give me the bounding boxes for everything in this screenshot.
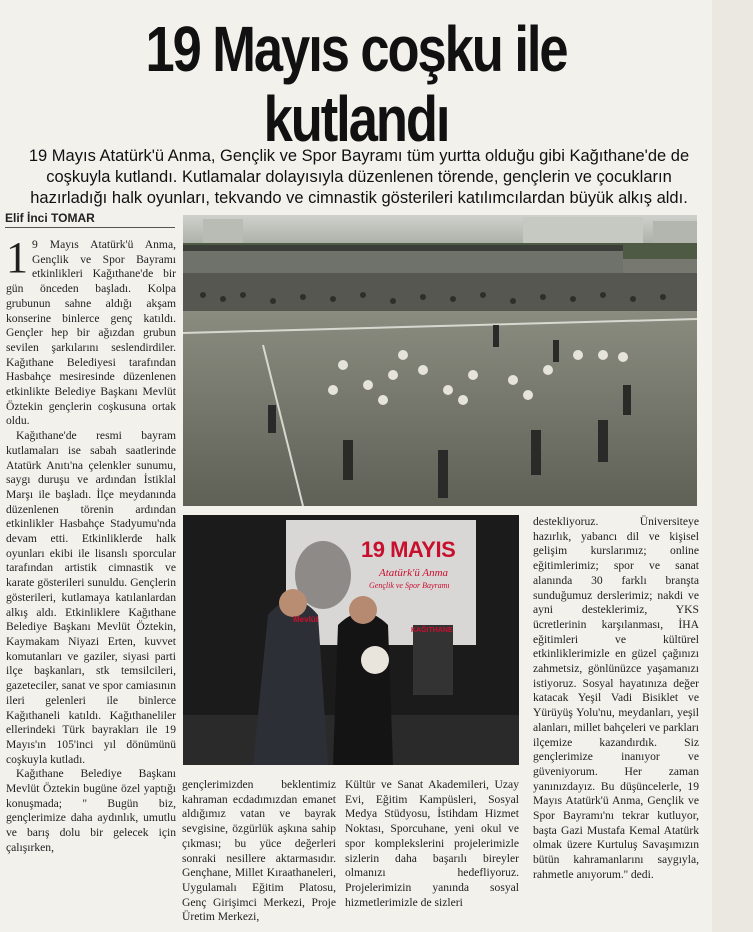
stadium-photo: [183, 215, 697, 506]
adjacent-page-edge: [712, 0, 753, 932]
byline-rule: [5, 227, 175, 228]
banner-title: 19 MAYIS: [361, 537, 456, 562]
article-column-4: destekliyoruz. Üniversiteye hazırlık, yabancı dil ve kişisel gelişim kurslarımız; online eğitimlerimiz; spor ve sanat alanında 30 farklı branşta sunduğumuz derslerimiz; nakdi ve ayni desteklerimiz, YKS ücretlerinin karşılanması, İHA eğitimleri ve kültürel etkinliklerimizle en güzel çağınızı zahmetsiz, gönlünüzce yaşamanızı istiyoruz. Sosyal hayatınıza değer katacak Yeşil Vadi Bisiklet ve Yürüyüş Yolu'nu, meydanları, yeşil alanları, millet bahçeleri ve parkları ilçemize kazandırdık. Siz gençlerimize inanıyor ve güveniyorum. Her zaman yanınızdayız. Bu düşüncelerle, 19 Mayıs Atatürk'ü Anma, Gençlik ve Spor Bayramı'nı tekrar kutluyor, başta Gazi Mustafa Kemal Atatürk olmak üzere Kurtuluş Savaşımızın bütün kahramanlarını saygıyla, rahmetle anıyorum.'' dedi.: [533, 515, 699, 881]
banner-logo-left: Mevlüt: [293, 615, 319, 624]
headline: 19 Mayıs coşku ile kutlandı: [145, 13, 567, 155]
banner-logo-right: KAĞITHANE: [411, 627, 453, 634]
stage-photo: [183, 515, 519, 765]
subheadline: 19 Mayıs Atatürk'ü Anma, Gençlik ve Spor Bayramı tüm yurtta olduğu gibi Kağıthane'de de coşkuyla kutlandı. Kutlamalar dolayısıyla düzenlenen törende, gençlerin ve çocukların hazırladığı halk oyunları, tekvando ve cimnastik gösterileri katılımcılardan büyük alkış aldı.: [28, 147, 690, 207]
drop-cap: 1: [6, 233, 28, 282]
paragraph-2: Kağıthane'de resmi bayram kutlamaları ise sabah saatlerinde Atatürk Anıtı'na çelenkler sunumu, saygı duruşu ve ardından İstiklal Marşı ile başladı. İlçe meydanında düzenlenen törenin ardından etkinlikler Hasbahçe Stadyumu'nda devam etti. Etkinliklerde halk oyunları ekibi ile lisanslı sporcular tarafından artistik cimnastik ve karate gösterileri sunuldu. Gençlerin gösterileri, kutlamaya katılanlardan alkış aldı. Etkinliklere Kağıthane Belediye Başkanı Mevlüt Öztekin, Kaymakam Niyazi Erten, kuvvet komutanları ve gaziler, siyasi parti ilçe başkanları, stk temsilcileri, gazeteciler, sanat ve spor camiasının ileri gelenleri ile binlerce Kağıthaneli katıldı. Kağıthaneliler ellerindeki Türk bayrakları ile 19 Mayıs'ın 105'inci yıl dönümünü coşkuyla kutladı.: [6, 429, 176, 766]
article-column-1: [6, 233, 176, 856]
article-column-2: gençlerimizden beklentimiz kahraman ecdadımızdan emanet aldığımız vatan ve bayrak sevgisine, özgürlük aşkına sahip çıkması; bu yüce değerleri sonraki nesillere aktarmasıdır. Gençhane, Millet Kıraathaneleri, Uygulamalı Eğitim Platosu, Genç Girişimci Merkezi, Proje Üretim Merkezi,: [182, 778, 336, 924]
banner-subtitle-2: Gençlik ve Spor Bayramı: [369, 581, 450, 590]
paragraph-3: Kağıthane Belediye Başkanı Mevlüt Öztekin bugüne özel yaptığı konuşmada; '' Bugün biz, gençlerimize daha aydınlık, umutlu ve barış dolu bir gelecek için çalışırken,: [6, 767, 176, 854]
paragraph-1: 1 9 Mayıs Atatürk'ü Anma, Gençlik ve Spor Bayramı etkinlikleri Kağıthane'de bir gün önceden başladı. Kolpa grubunun sahne aldığı akşam konserine binlerce genç katıldı. Gençler hep bir ağızdan grubun sevilen şarkılarını seslendirdiler. Kağıthane Belediyesi tarafından Hasbahçe mesiresinde düzenlenen etkinlikte Belediye Başkanı Mevlüt Öztekin gençlerin coşkusuna ortak oldu.: [6, 233, 176, 428]
stage-scene: [183, 515, 519, 765]
article-column-3: Kültür ve Sanat Akademileri, Uzay Evi, Eğitim Kampüsleri, Sosyal Medya Stüdyosu, İstihdam Hizmet Noktası, Sporcuhane, yeni okul ve spor komplekslerini projelerimizle sizlerin daha başarılı bireyler olmanızı hedefliyoruz. Projelerimizin yanında sosyal hizmetlerimizle de sizleri: [345, 778, 519, 909]
banner-subtitle: Atatürk'ü Anma: [379, 567, 449, 579]
author-byline: Elif İnci TOMAR: [5, 211, 95, 225]
stadium-scene: [183, 215, 697, 506]
